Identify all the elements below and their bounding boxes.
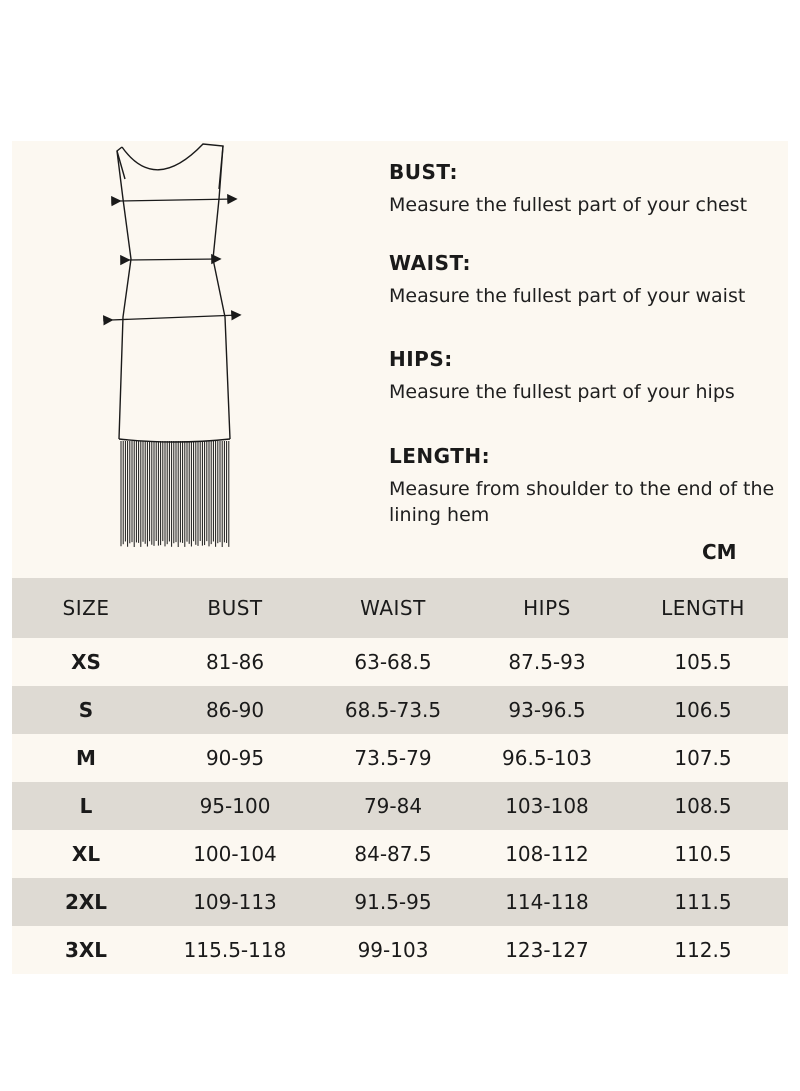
cell-waist: 91.5-95: [354, 890, 432, 914]
measure-bust-title: BUST:: [389, 160, 458, 184]
cell-waist: 68.5-73.5: [344, 698, 442, 722]
measure-length: [389, 444, 789, 528]
measure-hips-title: HIPS:: [389, 347, 453, 371]
cell-length: 110.5: [674, 842, 732, 866]
size-table-header-row: [12, 578, 788, 638]
table-row: [12, 638, 788, 686]
header-length: LENGTH: [661, 596, 745, 620]
cell-waist: 84-87.5: [354, 842, 432, 866]
cell-bust: 109-113: [193, 890, 277, 914]
unit-label: CM: [702, 540, 737, 564]
cell-hips: 114-118: [505, 890, 589, 914]
header-hips: HIPS: [523, 596, 571, 620]
cell-size: 2XL: [64, 890, 108, 914]
cell-length: 106.5: [674, 698, 732, 722]
cell-waist: 79-84: [363, 794, 423, 818]
cell-length: 108.5: [674, 794, 732, 818]
cell-hips: 103-108: [505, 794, 589, 818]
cell-length: 111.5: [674, 890, 732, 914]
size-table: [12, 578, 788, 974]
table-row: [12, 926, 788, 974]
cell-hips: 108-112: [505, 842, 589, 866]
cell-length: 112.5: [674, 938, 732, 962]
cell-bust: 115.5-118: [183, 938, 287, 962]
header-size: SIZE: [62, 596, 110, 620]
cell-bust: 81-86: [205, 650, 265, 674]
table-row: [12, 686, 788, 734]
table-row: [12, 830, 788, 878]
cell-waist: 63-68.5: [354, 650, 432, 674]
table-row: [12, 878, 788, 926]
cell-size: M: [76, 746, 96, 770]
measure-waist-title: WAIST:: [389, 251, 472, 275]
cell-waist: 73.5-79: [354, 746, 432, 770]
header-waist: WAIST: [360, 596, 426, 620]
measure-waist: [389, 251, 789, 309]
cell-bust: 86-90: [205, 698, 265, 722]
cell-size: L: [79, 794, 93, 818]
cell-size: XS: [71, 650, 101, 674]
cell-hips: 93-96.5: [508, 698, 586, 722]
cell-size: S: [78, 698, 94, 722]
header-bust: BUST: [207, 596, 263, 620]
cell-length: 105.5: [674, 650, 732, 674]
measure-bust-description: Measure the fullest part of your chest: [389, 194, 748, 216]
cell-bust: 100-104: [193, 842, 277, 866]
measure-bust: [389, 160, 789, 218]
measure-length-description: Measure from shoulder to the end of the lining hem: [389, 478, 775, 526]
cell-hips: 123-127: [505, 938, 589, 962]
measure-waist-description: Measure the fullest part of your waist: [389, 285, 746, 307]
cell-bust: 95-100: [199, 794, 271, 818]
measure-hips: [389, 347, 789, 405]
cell-hips: 87.5-93: [508, 650, 586, 674]
dress-illustration-icon: [95, 139, 255, 551]
cell-waist: 99-103: [357, 938, 429, 962]
cell-bust: 90-95: [205, 746, 265, 770]
measure-length-title: LENGTH:: [389, 444, 491, 468]
cell-size: 3XL: [64, 938, 108, 962]
cell-size: XL: [71, 842, 101, 866]
table-row: [12, 734, 788, 782]
table-row: [12, 782, 788, 830]
measure-hips-description: Measure the fullest part of your hips: [389, 381, 735, 403]
cell-hips: 96.5-103: [502, 746, 592, 770]
cell-length: 107.5: [674, 746, 732, 770]
